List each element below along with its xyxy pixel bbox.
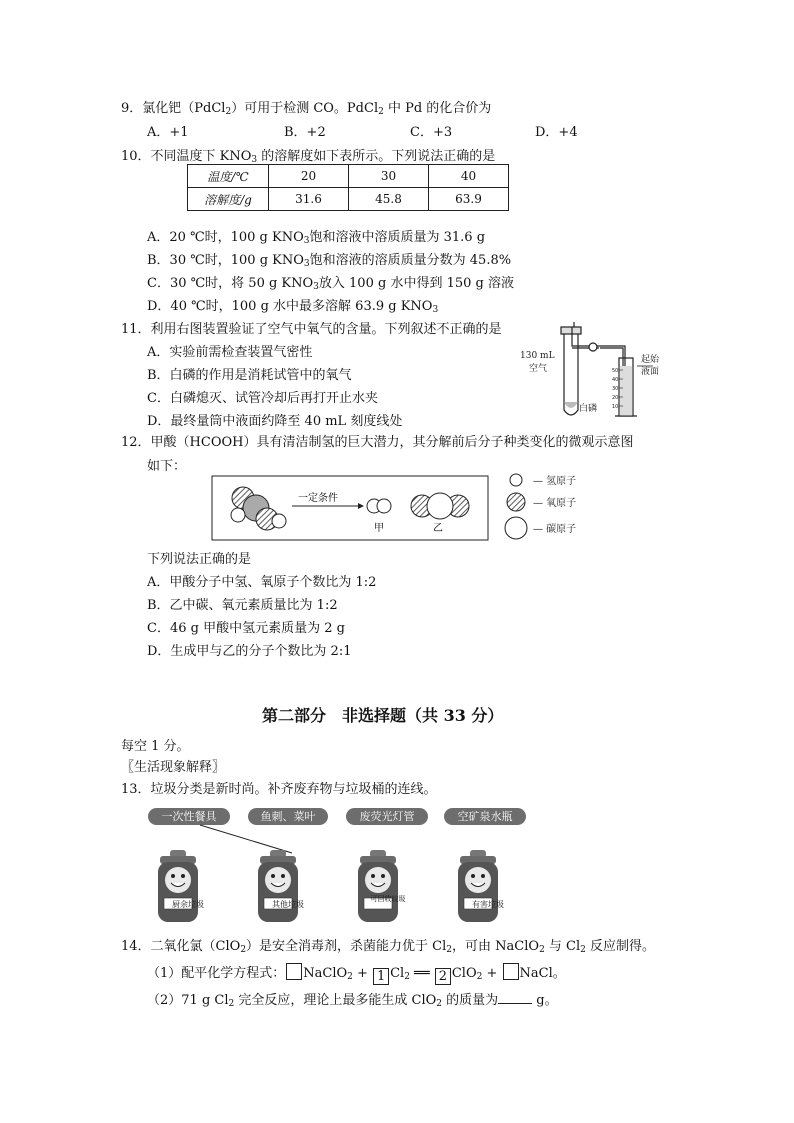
table-cell: 63.9 [429,188,509,211]
table-row [188,165,509,188]
label-phosphorus: 白磷 [579,404,598,414]
q14-part2: （2）71 g $Cl_2$ 完全反应，理论上最多能生成 ClO$_2$ 的质量为 g。 [147,993,558,1009]
trash-bin-icon [240,822,320,932]
waste-item-water-bottle[interactable]: 空矿泉水瓶 [444,808,526,825]
stopper [561,327,581,334]
table-cell: 31.6 [269,188,349,211]
tick-label: 20 [612,395,619,401]
q10-option-b: B．30 ℃时，100 g $KNO_3$饱和溶液的溶质质量分数为 45.8% [147,253,512,269]
reaction-diagram [200,470,595,548]
trash-bin-icon [440,822,520,932]
q11-option-b: B．白磷的作用是消耗试管中的氧气 [147,368,352,383]
legend-label: — 氢原子 [533,476,577,487]
q12-option-d: D．生成甲与乙的分子个数比为 2:1 [147,644,352,659]
q12-lead: 下列说法正确的是 [147,552,252,567]
label-start-1: 起始 [641,355,660,365]
q10-option-d: D．40 ℃时，100 g 水中最多溶解 63.9 g $KNO_3$ [147,299,439,315]
label-volume: 130 mL [520,351,555,361]
label-jia: 甲 [374,523,384,534]
hydrogen-atom [231,508,245,522]
label-yi: 乙 [433,523,443,534]
q12-option-a: A．甲酸分子中氢、氧原子个数比为 1:2 [147,575,377,590]
coefficient-box[interactable] [503,963,519,980]
q11-stem: 11．利用右图装置验证了空气中氧气的含量。下列叙述不正确的是 [121,322,502,337]
formic-acid-molecule [231,487,286,530]
white-phosphorus [564,402,578,408]
clamp [589,343,597,351]
q11-option-c: C．白磷熄灭、试管冷却后再打开止水夹 [147,391,378,406]
legend-oxygen-icon [507,493,525,511]
bin-label-kitchen[interactable]: 厨余垃圾 [172,900,204,909]
legend-hydrogen-icon [510,474,522,486]
table-row [188,188,509,211]
scoring-note: 每空 1 分。 [121,739,190,754]
tick-label: 30 [612,386,619,392]
waste-item-disposable-tableware[interactable]: 一次性餐具 [148,808,230,825]
tick-label: 50 [612,368,619,374]
table-cell: 45.8 [349,188,429,211]
bin-label-recyclable[interactable]: 可回收垃圾 [370,895,406,903]
q13-stem: 13．垃圾分类是新时尚。补齐废弃物与垃圾桶的连线。 [121,782,437,797]
coefficient-box[interactable]: 1 [373,968,389,985]
waste-item-fluorescent-tube[interactable]: 废荧光灯管 [346,808,428,825]
q9-option-a: A．+1 [147,125,189,140]
q12-stem-line1: 12．甲酸（HCOOH）具有清洁制氢的巨大潜力，其分解前后分子种类变化的微观示意图 [121,435,634,450]
label-start-2: 液面 [641,367,660,377]
table-head-temp: 温度/℃ [188,165,269,188]
q10-option-a: A．20 ℃时，100 g $KNO_3$饱和溶液中溶质质量为 31.6 g [147,230,486,246]
legend-carbon-icon [505,517,527,539]
q14-part1: （1）配平化学方程式： NaClO$_2$ + 1 $Cl_2$ ══ 2 ClO$_2$ + NaCl。 [147,962,566,985]
q12-option-c: C．46 g 甲酸中氢元素质量为 2 g [147,621,345,636]
solubility-table [187,164,509,211]
apparatus-figure [515,322,675,424]
q10-option-c: C．30 ℃时，将 50 g $KNO_3$放入 100 g 水中得到 150 g 溶液 [147,276,514,292]
legend-label: — 氧原子 [533,498,577,509]
table-cell: 40 [429,165,509,188]
q12-stem-line2: 如下： [147,459,187,474]
bin-label-hazardous[interactable]: 有害垃圾 [472,900,504,909]
table-cell: 20 [269,165,349,188]
hydrogen-molecule [367,499,391,513]
table-cell: 30 [349,165,429,188]
q9-option-d: D．+4 [535,125,578,140]
bin-label-other[interactable]: 其他垃圾 [272,900,304,909]
q11-option-d: D．最终量筒中液面约降至 40 mL 刻度线处 [147,414,403,429]
reaction-condition: 一定条件 [298,493,338,504]
coefficient-box[interactable] [286,963,302,980]
label-air: 空气 [529,364,548,374]
tick-label: 40 [612,377,619,383]
hydrogen-atom [272,514,286,528]
trash-bin-icon [340,822,420,932]
answer-blank[interactable] [498,1003,532,1004]
coefficient-box[interactable]: 2 [435,968,451,985]
legend-label: — 碳原子 [533,524,577,535]
q10-stem: 10．不同温度下 $KNO_3$ 的溶解度如下表所示。下列说法正确的是 [121,149,496,165]
q9-stem: 9．氯化钯（PdCl$_2$）可用于检测 CO。PdCl$_2$ 中 Pd 的化合价为 [121,101,492,117]
table-head-solubility: 溶解度/g [188,188,269,211]
carbon-dioxide-molecule [411,493,469,519]
waste-item-fish-bones[interactable]: 鱼刺、菜叶 [248,808,328,825]
q11-option-a: A．实验前需检查装置气密性 [147,345,313,360]
q14-stem: 14．二氧化氯（ClO$_2$）是安全消毒剂，杀菌能力优于 $Cl_2$，可由 NaClO$_2$ 与 $Cl_2$ 反应制得。 [121,939,656,955]
trash-bin-icon [158,850,198,922]
q9-option-c: C．+3 [410,125,453,140]
q12-option-b: B．乙中碳、氧元素质量比为 1:2 [147,598,338,613]
q9-option-b: B．+2 [284,125,326,140]
part-two-title: 第二部分 非选择题（共 33 分） [262,706,504,725]
tick-label: 10 [612,404,619,410]
legend [505,474,527,539]
section-heading: 〖生活现象解释〗 [121,760,226,775]
